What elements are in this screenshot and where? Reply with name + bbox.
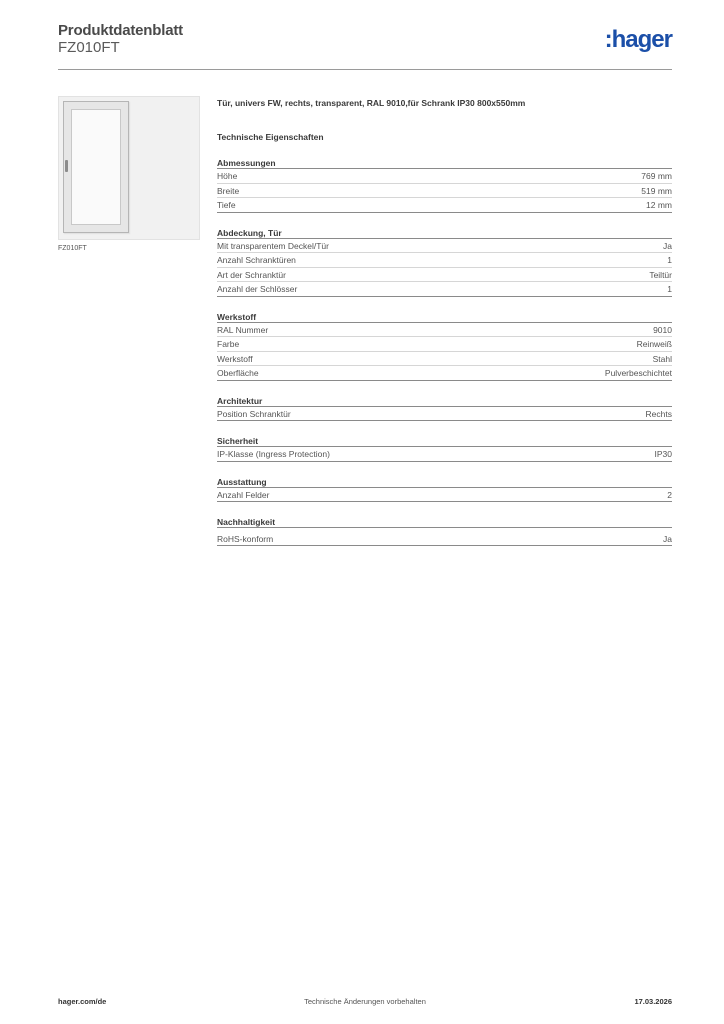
- property-row: [217, 268, 672, 283]
- hager-logo: :hager: [604, 26, 672, 53]
- product-code: FZ010FT: [58, 39, 120, 56]
- section-architektur: [217, 395, 672, 422]
- property-value: IP30: [654, 449, 672, 459]
- technical-properties-heading: Technische Eigenschaften: [217, 132, 324, 142]
- property-label: IP-Klasse (Ingress Protection): [217, 449, 330, 459]
- property-value: 12 mm: [646, 200, 672, 210]
- section-title: Nachhaltigkeit: [217, 516, 672, 528]
- property-row: [217, 352, 672, 367]
- door-glass-graphic: [71, 109, 121, 225]
- section-title: Ausstattung: [217, 476, 672, 488]
- property-row: [217, 198, 672, 213]
- property-value: Reinweiß: [636, 339, 672, 349]
- property-row: [217, 184, 672, 199]
- property-label: Art der Schranktür: [217, 269, 286, 280]
- property-row: [217, 253, 672, 268]
- section-sicherheit: [217, 435, 672, 462]
- property-value: 9010: [653, 324, 672, 335]
- property-label: Oberfläche: [217, 368, 259, 378]
- page-header: [58, 22, 672, 70]
- property-row: [217, 447, 672, 462]
- property-row: [217, 488, 672, 503]
- property-value: Teiltür: [649, 269, 672, 280]
- property-value: Ja: [663, 240, 672, 251]
- property-row: [217, 169, 672, 184]
- property-value: Rechts: [645, 408, 672, 419]
- section-title: Abmessungen: [217, 157, 672, 169]
- property-label: Breite: [217, 185, 240, 196]
- section-title: Sicherheit: [217, 435, 672, 447]
- property-label: RAL Nummer: [217, 324, 269, 335]
- product-details: [217, 97, 672, 546]
- property-value: 2: [667, 489, 672, 500]
- section-werkstoff: [217, 311, 672, 381]
- section-ausstattung: [217, 476, 672, 503]
- property-row: [217, 239, 672, 254]
- property-label: Position Schranktür: [217, 408, 291, 419]
- section-title: Abdeckung, Tür: [217, 227, 672, 239]
- property-value: 1: [667, 255, 672, 265]
- property-row: [217, 323, 672, 338]
- property-label: Farbe: [217, 339, 240, 349]
- property-label: Werkstoff: [217, 353, 253, 364]
- property-label: Anzahl Felder: [217, 489, 270, 500]
- section-abdeckung-tuer: [217, 227, 672, 297]
- property-value: Stahl: [652, 353, 672, 364]
- property-label: RoHS-konform: [217, 534, 274, 544]
- property-row: [217, 282, 672, 297]
- property-value: Pulverbeschichtet: [604, 368, 672, 378]
- section-nachhaltigkeit: [217, 516, 672, 546]
- door-frame-graphic: [63, 101, 129, 233]
- property-value: 769 mm: [641, 171, 672, 181]
- image-caption: FZ010FT: [58, 245, 87, 252]
- property-label: Anzahl Schranktüren: [217, 255, 296, 265]
- property-label: Anzahl der Schlösser: [217, 284, 298, 294]
- document-title: Produktdatenblatt: [58, 22, 183, 39]
- property-row: [217, 366, 672, 381]
- page-footer: [58, 997, 672, 1009]
- product-description: Tür, univers FW, rechts, transparent, RAL 9010,für Schrank IP30 800x550mm: [217, 98, 526, 108]
- property-value: 519 mm: [641, 185, 672, 196]
- footer-website: hager.com/de: [58, 997, 107, 1006]
- property-row: [217, 337, 672, 352]
- product-image: [58, 96, 200, 240]
- section-title: Werkstoff: [217, 311, 672, 323]
- section-abmessungen: [217, 157, 672, 213]
- footer-disclaimer: Technische Änderungen vorbehalten: [304, 997, 426, 1006]
- footer-date: 17.03.2026: [634, 997, 672, 1006]
- property-label: Mit transparentem Deckel/Tür: [217, 240, 329, 251]
- property-row: [217, 528, 672, 546]
- section-title: Architektur: [217, 395, 672, 407]
- property-value: 1: [667, 284, 672, 294]
- property-row: [217, 407, 672, 422]
- door-handle-icon: [65, 160, 68, 172]
- property-value: Ja: [663, 534, 672, 544]
- property-label: Tiefe: [217, 200, 236, 210]
- property-label: Höhe: [217, 171, 238, 181]
